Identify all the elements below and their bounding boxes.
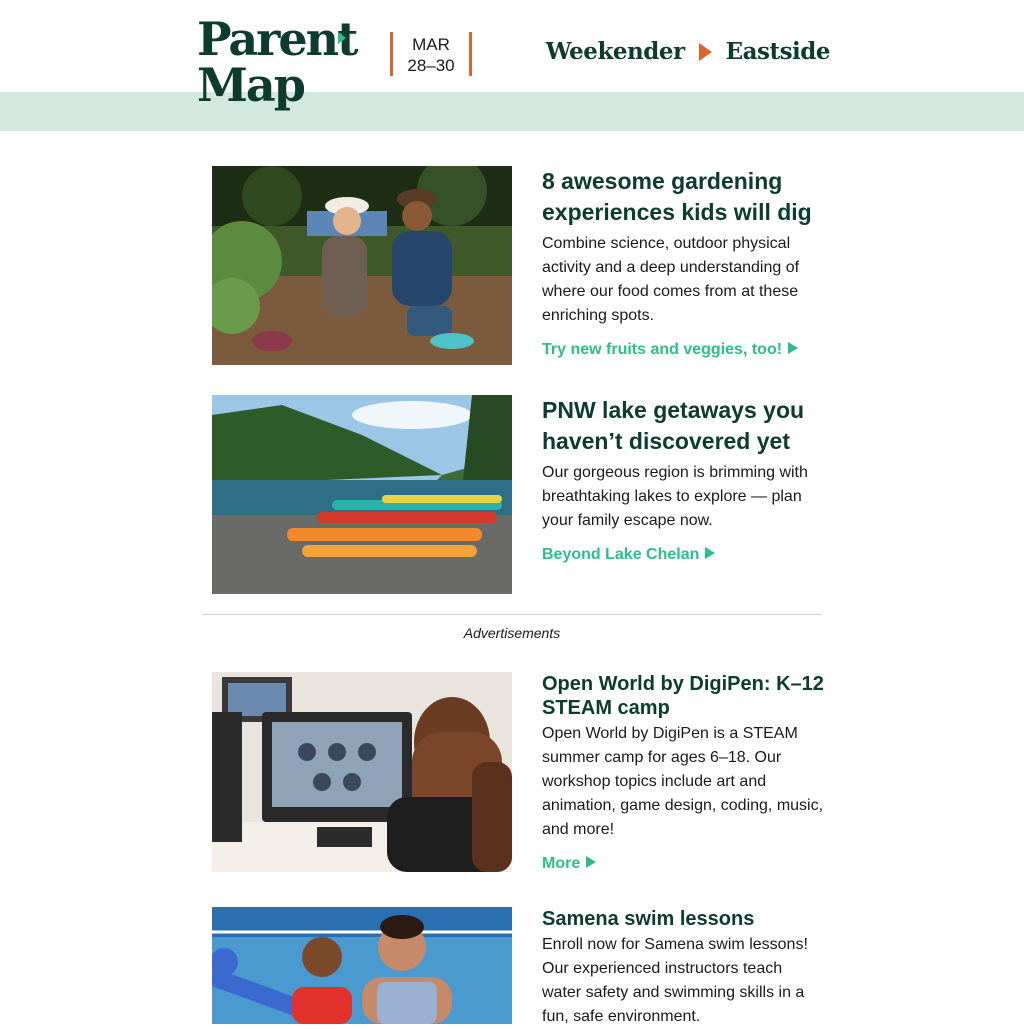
play-arrow-icon [788, 342, 798, 354]
samena-photo[interactable] [212, 907, 512, 1024]
edition-label [546, 38, 830, 65]
story-title[interactable]: PNW lake getaways you haven’t discovered yet [542, 397, 805, 454]
ad-title[interactable]: Samena swim lessons [542, 908, 755, 930]
logo-line-1: Parent [197, 12, 357, 66]
gardening-kids-image [212, 166, 512, 365]
date-month: MAR [412, 35, 450, 54]
edition-right: Eastside [725, 38, 830, 65]
play-arrow-icon [586, 856, 596, 868]
story-title[interactable]: 8 awesome gardening experiences kids will dig [542, 168, 812, 225]
play-arrow-icon [705, 547, 715, 559]
ad-title[interactable]: Open World by DigiPen: K–12 STEAM camp [542, 673, 824, 719]
logo-triangle-icon [338, 32, 346, 44]
digipen-photo[interactable] [212, 672, 512, 872]
ad-cta-link[interactable] [542, 852, 596, 876]
story-description: Combine science, outdoor physical activity and a deep understanding of where our food comes from at these enriching spots. [542, 235, 800, 324]
cta-label: Beyond Lake Chelan [542, 546, 700, 563]
digipen-camp-image [212, 672, 512, 872]
logo-line-2: Map [197, 58, 304, 112]
parentmap-logo[interactable] [197, 12, 357, 112]
cta-label: Try new fruits and veggies, too! [542, 341, 783, 358]
ad-description: Open World by DigiPen is a STEAM summer camp for ages 6–18. Our workshop topics include art and animation, game design, coding, music, and more! [542, 725, 824, 838]
advertisements-label: Advertisements [463, 625, 561, 641]
cta-label: More [542, 855, 581, 872]
ad-text [542, 672, 824, 876]
story-text [542, 166, 824, 362]
header-band [0, 92, 1024, 131]
date-range: 28–30 [407, 56, 455, 75]
story-cta-link[interactable] [542, 543, 715, 567]
story-cta-link[interactable] [542, 338, 798, 362]
lake-kayaks-image [212, 395, 512, 594]
samena-swim-image [212, 907, 512, 1024]
gardening-kids-photo[interactable] [212, 166, 512, 365]
ad-text [542, 907, 824, 1029]
issue-date [390, 32, 472, 76]
lake-kayaks-photo[interactable] [212, 395, 512, 594]
play-arrow-icon [699, 43, 712, 61]
section-divider [202, 614, 822, 615]
ad-description: Enroll now for Samena swim lessons! Our experienced instructors teach water safety and swimming skills in a fun, safe environment. [542, 936, 808, 1025]
story-description: Our gorgeous region is brimming with breathtaking lakes to explore — plan your family escape now. [542, 464, 808, 529]
story-text [542, 395, 824, 567]
edition-left: Weekender [545, 38, 685, 65]
